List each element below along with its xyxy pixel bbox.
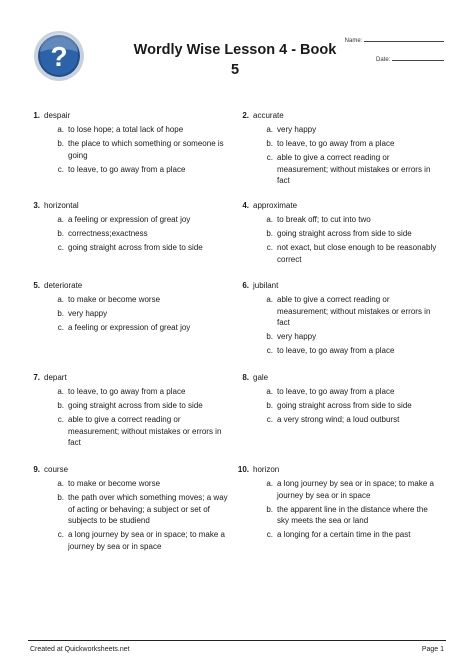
option-text: a longing for a certain time in the past	[277, 530, 411, 539]
option-text: to leave, to go away from a place	[68, 164, 186, 174]
option-a[interactable]	[259, 478, 437, 501]
option-text: the path over which something moves; a way of acting or behaving; a subject or set of subjects to be studiend	[68, 493, 228, 525]
option-a[interactable]	[50, 294, 228, 306]
question-word: horizontal	[44, 201, 79, 210]
option-text: able to give a correct reading or measurement; without mistakes or errors in fact	[277, 153, 431, 185]
option-text: to make or become worse	[68, 295, 161, 304]
option-letter: c.	[57, 415, 64, 424]
option-text: very happy	[68, 309, 108, 318]
date-line[interactable]	[392, 54, 444, 61]
svg-text:?: ?	[50, 41, 68, 72]
question-number: 6.	[242, 281, 249, 290]
option-letter: a.	[266, 295, 273, 304]
question-number: 5.	[33, 281, 40, 290]
option-a[interactable]	[259, 214, 437, 226]
option-letter: a.	[266, 387, 273, 396]
option-text: going straight across from side to side	[277, 229, 412, 238]
question-word: deteriorate	[44, 281, 83, 290]
option-letter: a.	[266, 479, 273, 488]
option-letter: b.	[266, 332, 273, 341]
question-word: despair	[44, 111, 71, 120]
question-word: gale	[253, 373, 269, 382]
option-letter: a.	[57, 295, 64, 304]
option-b[interactable]	[50, 400, 228, 412]
option-letter: c.	[57, 323, 64, 332]
question-number: 7.	[33, 373, 40, 382]
option-b[interactable]	[259, 504, 437, 527]
option-text: to leave, to go away from a place	[277, 139, 395, 148]
option-text: to make or become worse	[68, 479, 161, 488]
option-letter: a.	[57, 215, 64, 224]
option-text: a feeling or expression of great joy	[68, 215, 191, 224]
option-b[interactable]	[50, 308, 228, 320]
question-number: 4.	[242, 201, 249, 210]
option-c[interactable]	[259, 242, 437, 265]
question-number: 8.	[242, 373, 249, 382]
question-mark-icon	[33, 30, 85, 82]
option-letter: c.	[266, 346, 273, 355]
question-word: jubilant	[253, 281, 279, 290]
option-b[interactable]	[50, 228, 228, 240]
option-text: able to give a correct reading or measurement; without mistakes or errors in fact	[277, 295, 431, 327]
option-text: a long journey by sea or in space; to make a journey by sea or in space	[68, 530, 225, 551]
question-number: 2.	[242, 111, 249, 120]
option-letter: c.	[57, 164, 64, 174]
option-letter: a.	[57, 387, 64, 396]
option-text: going straight across from side to side	[68, 243, 203, 252]
option-letter: a.	[57, 125, 64, 134]
option-letter: b.	[266, 139, 273, 148]
option-letter: a.	[266, 125, 273, 134]
option-text: to lose hope; a total lack of hope	[68, 125, 184, 134]
option-text: to leave, to go away from a place	[68, 387, 186, 396]
option-a[interactable]	[259, 294, 437, 329]
question-number: 10.	[237, 465, 249, 474]
option-b[interactable]	[50, 492, 228, 527]
date-field[interactable]	[376, 54, 444, 63]
option-letter: b.	[266, 229, 273, 238]
option-letter: b.	[266, 401, 273, 410]
question-word: approximate	[253, 201, 298, 210]
option-c[interactable]	[50, 529, 228, 552]
question-7	[28, 372, 228, 449]
option-b[interactable]	[259, 400, 437, 412]
option-c[interactable]	[50, 164, 228, 176]
option-letter: c.	[266, 530, 273, 539]
question-2	[237, 110, 437, 187]
option-letter: c.	[266, 243, 273, 252]
footer-divider	[28, 640, 446, 641]
title-line-2: 5	[230, 62, 240, 78]
question-number: 1.	[33, 111, 40, 120]
option-b[interactable]	[259, 228, 437, 240]
option-text: the apparent line in the distance where the sky meets the sea or land	[277, 504, 428, 525]
question-1	[28, 110, 228, 175]
option-c[interactable]	[50, 242, 228, 254]
question-word: course	[44, 465, 69, 474]
option-text: to leave, to go away from a place	[277, 387, 395, 396]
option-letter: b.	[266, 504, 273, 514]
option-text: to leave, to go away from a place	[277, 346, 395, 355]
option-letter: c.	[266, 153, 273, 162]
option-a[interactable]	[259, 124, 437, 136]
name-label: Name:	[344, 38, 363, 44]
option-letter: b.	[57, 493, 64, 502]
option-c[interactable]	[259, 529, 437, 541]
option-c[interactable]	[259, 152, 437, 187]
option-letter: c.	[266, 415, 273, 424]
option-text: a feeling or expression of great joy	[68, 323, 191, 332]
option-a[interactable]	[259, 386, 437, 398]
name-line[interactable]	[364, 35, 444, 42]
option-c[interactable]	[259, 345, 437, 357]
question-8	[237, 372, 437, 426]
option-letter: a.	[266, 215, 273, 224]
option-b[interactable]	[259, 138, 437, 150]
option-b[interactable]	[259, 331, 437, 343]
option-text: very happy	[277, 125, 317, 134]
footer-credit: Created at Quickworksheets.net	[30, 646, 130, 653]
question-word: accurate	[253, 111, 284, 120]
option-text: going straight across from side to side	[277, 401, 412, 410]
question-6	[237, 280, 437, 357]
question-9	[28, 464, 228, 552]
title-line-1: Wordly Wise Lesson 4 - Book	[133, 42, 337, 58]
question-3	[28, 200, 228, 254]
option-letter: b.	[57, 401, 64, 410]
question-4	[237, 200, 437, 265]
option-c[interactable]	[50, 414, 228, 449]
option-letter: b.	[57, 309, 64, 318]
name-field[interactable]	[345, 35, 444, 44]
option-letter: a.	[57, 479, 64, 488]
option-text: to break off; to cut into two	[277, 215, 371, 224]
option-text: a very strong wind; a loud outburst	[277, 415, 400, 424]
page-title	[120, 40, 350, 80]
option-b[interactable]	[50, 138, 228, 161]
question-number: 3.	[33, 201, 40, 210]
option-text: not exact, but close enough to be reasonably correct	[277, 243, 437, 264]
option-text: going straight across from side to side	[68, 401, 203, 410]
option-text: very happy	[277, 332, 317, 341]
option-text: correctness;exactness	[68, 229, 148, 238]
date-label: Date:	[375, 57, 391, 63]
option-c[interactable]	[259, 414, 437, 426]
question-word: depart	[44, 373, 67, 382]
question-number: 9.	[33, 465, 40, 474]
page-number: Page 1	[421, 646, 444, 653]
option-c[interactable]	[50, 322, 228, 334]
option-text: a long journey by sea or in space; to make a journey by sea or in space	[277, 479, 434, 500]
option-letter: c.	[57, 530, 64, 539]
option-a[interactable]	[50, 386, 228, 398]
option-a[interactable]	[50, 124, 228, 136]
option-a[interactable]	[50, 214, 228, 226]
option-text: able to give a correct reading or measurement; without mistakes or errors in fact	[68, 415, 222, 447]
option-text: the place to which something or someone is going	[68, 139, 224, 160]
option-letter: b.	[57, 139, 64, 148]
option-letter: b.	[57, 229, 64, 238]
question-10	[237, 464, 437, 541]
question-5	[28, 280, 228, 334]
option-a[interactable]	[50, 478, 228, 490]
question-word: horizon	[253, 465, 280, 474]
option-letter: c.	[57, 243, 64, 252]
